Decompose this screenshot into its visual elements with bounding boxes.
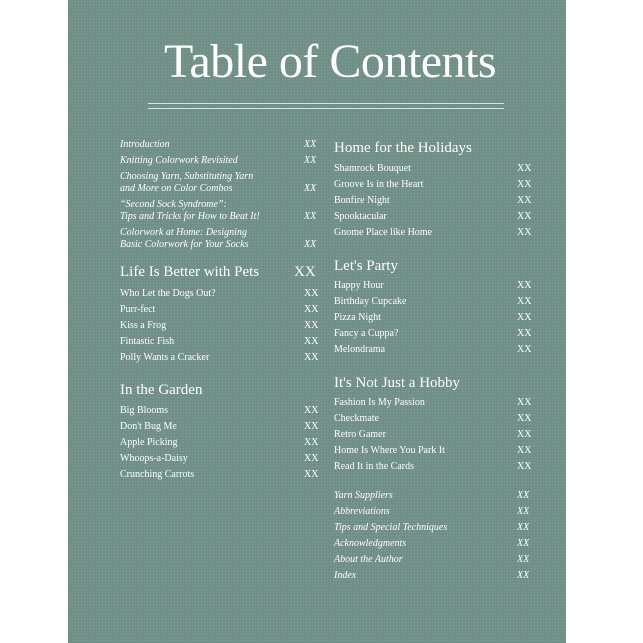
toc-entry-page: XX: [304, 139, 317, 150]
toc-entry-label: Checkmate: [334, 413, 379, 424]
toc-entry-page: XX: [517, 163, 532, 174]
toc-entry-page: XX: [304, 352, 319, 363]
toc-entry-page: XX: [517, 227, 532, 238]
section-heading: Let's Party: [334, 258, 398, 274]
toc-entry[interactable]: [120, 421, 319, 433]
toc-entry[interactable]: [334, 554, 530, 566]
toc-entry-label: Apple Picking: [120, 437, 178, 448]
toc-entry[interactable]: [120, 227, 316, 251]
toc-entry-page: XX: [304, 239, 317, 250]
toc-entry[interactable]: [334, 296, 530, 308]
toc-entry[interactable]: [334, 397, 530, 409]
toc-entry-label: Birthday Cupcake: [334, 296, 407, 307]
toc-entry-label: Crunching Carrots: [120, 469, 195, 480]
toc-entry-label: Read It in the Cards: [334, 461, 414, 472]
toc-entry[interactable]: [120, 352, 319, 364]
toc-entry-page: XX: [304, 183, 317, 194]
title-rule-bottom: [148, 108, 504, 109]
toc-entry-page: XX: [517, 211, 532, 222]
toc-entry[interactable]: [120, 437, 319, 449]
toc-entry-label: Shamrock Bouquet: [334, 163, 411, 174]
toc-entry[interactable]: [120, 155, 316, 167]
toc-entry-label: Don't Bug Me: [120, 421, 177, 432]
toc-entry-label: Happy Hour: [334, 280, 384, 291]
toc-entry-page: XX: [304, 320, 319, 331]
toc-entry[interactable]: [120, 336, 319, 348]
toc-entry[interactable]: [334, 490, 530, 502]
page-title: Table of Contents: [163, 35, 497, 88]
toc-entry-label: Big Blooms: [120, 405, 169, 416]
toc-entry[interactable]: [334, 461, 530, 473]
toc-entry[interactable]: [120, 304, 319, 316]
section-heading: Home for the Holidays: [334, 140, 472, 156]
toc-entry-label: and More on Color Combos: [120, 183, 233, 194]
toc-entry-page: XX: [304, 304, 319, 315]
toc-entry[interactable]: [334, 195, 530, 207]
toc-entry-label: Who Let the Dogs Out?: [120, 288, 216, 299]
toc-entry-label: Retro Gamer: [334, 429, 386, 440]
toc-entry-label: Purr-fect: [120, 304, 156, 315]
toc-entry[interactable]: [334, 506, 530, 518]
toc-entry[interactable]: [120, 139, 316, 151]
toc-entry[interactable]: [334, 344, 530, 356]
toc-entry-label: Whoops-a-Daisy: [120, 453, 188, 464]
toc-entry-label: About the Author: [334, 554, 403, 565]
section-heading-page: XX: [294, 264, 316, 280]
toc-entry-label: Gnome Place like Home: [334, 227, 433, 238]
toc-entry[interactable]: [120, 171, 316, 195]
toc-entry-page: XX: [517, 554, 530, 565]
toc-entry-page: XX: [517, 538, 530, 549]
toc-entry-page: XX: [304, 437, 319, 448]
toc-entry-label: Basic Colorwork for Your Socks: [120, 239, 249, 250]
toc-entry-label: Acknowledgments: [334, 538, 407, 549]
toc-entry[interactable]: [334, 179, 530, 191]
toc-entry-label: Bonfire Night: [334, 195, 390, 206]
toc-entry-label: Pizza Night: [334, 312, 381, 323]
toc-entry-label: Melondrama: [334, 344, 386, 355]
toc-entry[interactable]: [334, 429, 530, 441]
toc-entry[interactable]: [334, 328, 530, 340]
toc-entry[interactable]: [334, 445, 530, 457]
title-rule-top: [148, 103, 504, 104]
toc-entry[interactable]: [334, 280, 530, 292]
toc-entry-page: XX: [517, 397, 532, 408]
toc-entry-label: Fintastic Fish: [120, 336, 175, 347]
toc-entry-page: XX: [517, 195, 532, 206]
toc-entry-label: Colorwork at Home: Designing: [120, 227, 247, 238]
toc-entry-label: Spooktacular: [334, 211, 387, 222]
toc-entry-page: XX: [517, 570, 530, 581]
toc-entry[interactable]: [334, 163, 530, 175]
toc-entry-label: Fancy a Cuppa?: [334, 328, 399, 339]
section-heading: It's Not Just a Hobby: [334, 375, 461, 391]
section-heading: In the Garden: [120, 382, 203, 398]
toc-entry-page: XX: [517, 328, 532, 339]
toc-entry-label: “Second Sock Syndrome”:: [120, 199, 227, 210]
toc-entry-label: Groove Is in the Heart: [334, 179, 424, 190]
toc-entry[interactable]: [120, 453, 319, 465]
toc-entry-page: XX: [517, 490, 530, 501]
toc-entry[interactable]: [334, 538, 530, 550]
toc-entry-page: XX: [517, 429, 532, 440]
toc-entry-page: XX: [304, 211, 317, 222]
toc-entry-label: Home Is Where You Park It: [334, 445, 445, 456]
toc-entry-page: XX: [517, 344, 532, 355]
toc-entry-page: XX: [517, 461, 532, 472]
section-heading: Life Is Better with Pets: [120, 264, 260, 280]
toc-entry[interactable]: [334, 312, 530, 324]
toc-entry-page: XX: [304, 336, 319, 347]
toc-entry-page: XX: [517, 522, 530, 533]
toc-entry-label: Index: [334, 570, 357, 581]
toc-entry-page: XX: [304, 405, 319, 416]
toc-entry-label: Tips and Special Techniques: [334, 522, 448, 533]
toc-entry-label: Polly Wants a Cracker: [120, 352, 210, 363]
toc-entry[interactable]: [334, 413, 530, 425]
toc-entry-page: XX: [517, 280, 532, 291]
toc-entry-label: Abbreviations: [334, 506, 390, 517]
toc-entry-page: XX: [304, 288, 319, 299]
toc-entry-page: XX: [304, 469, 319, 480]
toc-entry-page: XX: [517, 506, 530, 517]
toc-entry[interactable]: [120, 469, 319, 481]
toc-entry[interactable]: [334, 227, 530, 239]
toc-entry-page: XX: [517, 296, 532, 307]
toc-entry-label: Kiss a Frog: [120, 320, 167, 331]
toc-entry[interactable]: [334, 570, 530, 582]
toc-entry-page: XX: [304, 453, 319, 464]
toc-entry-page: XX: [304, 421, 319, 432]
toc-entry-label: Choosing Yarn, Substituting Yarn: [120, 171, 254, 182]
toc-entry[interactable]: [120, 199, 316, 223]
toc-entry-page: XX: [517, 312, 532, 323]
toc-entry-label: Fashion Is My Passion: [334, 397, 425, 408]
toc-entry[interactable]: [120, 405, 319, 417]
toc-entry-page: XX: [517, 179, 532, 190]
toc-entry-page: XX: [517, 413, 532, 424]
toc-entry[interactable]: [120, 288, 319, 300]
book-page: [68, 0, 566, 643]
toc-entry-label: Knitting Colorwork Revisited: [120, 155, 238, 166]
toc-entry[interactable]: [334, 211, 530, 223]
toc-entry[interactable]: [120, 320, 319, 332]
toc-entry-page: XX: [304, 155, 317, 166]
toc-entry[interactable]: [334, 522, 530, 534]
toc-entry-label: Yarn Suppliers: [334, 490, 393, 501]
toc-entry-page: XX: [517, 445, 532, 456]
toc-entry-label: Tips and Tricks for How to Beat It!: [120, 211, 260, 222]
toc-entry-label: Introduction: [120, 139, 170, 150]
